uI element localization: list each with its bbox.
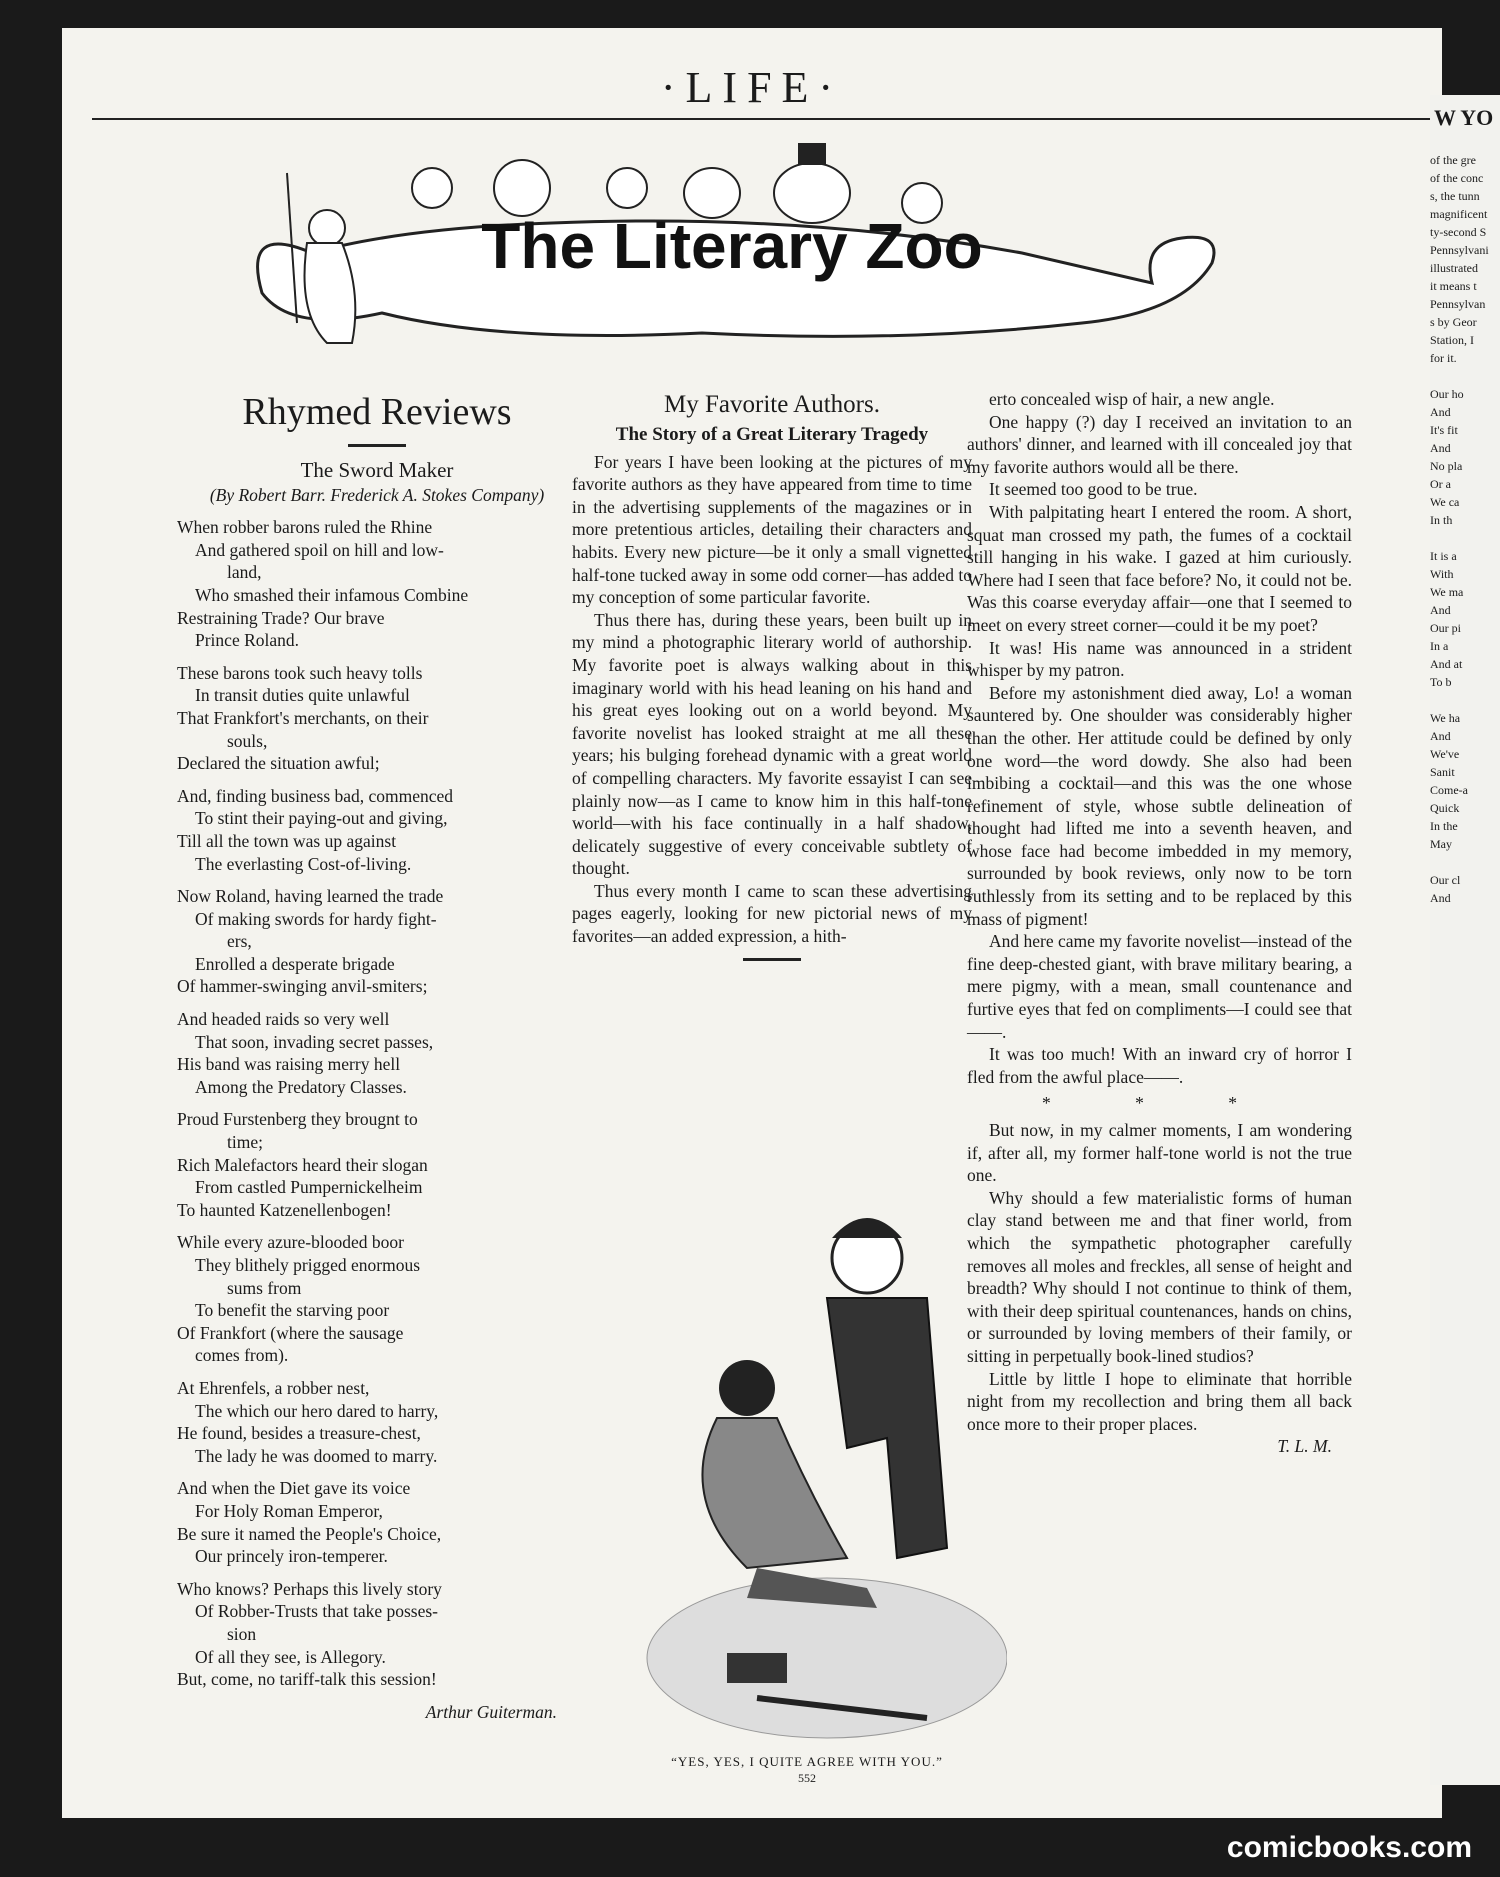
poem-line: To benefit the starving poor [195,1300,390,1321]
poem-line: In transit duties quite unlawful [195,685,410,706]
poem-line: But, come, no tariff-talk this session! [177,1669,437,1690]
adjacent-page-line [1430,529,1500,547]
site-watermark: comicbooks.com [1226,1831,1472,1864]
poem-line: That Frankfort's merchants, on their [177,707,429,728]
adjacent-page-line: We ca [1430,495,1460,509]
adjacent-page-line [1430,853,1500,871]
adjacent-page-line: illustrated [1430,261,1478,275]
adjacent-page-line: Station, I [1430,333,1474,347]
article-paragraph: With palpitating heart I entered the room. A short, squat man crossed my path, the fumes of a cocktail still hanging in his wake. I gazed at him curiously. Where had I seen that face before? No, it could not be. Was this coarse everyday affair—one that I seemed to meet on every street corner—could it be my poet? [967,501,1352,635]
poem-line: Among the Predatory Classes. [195,1076,407,1097]
poem-line: The everlasting Cost-of-living. [195,853,412,874]
banner-title: The Literary Zoo [481,210,983,282]
poem-line: At Ehrenfels, a robber nest, [177,1377,370,1398]
poem-line: From castled Pumpernickelheim [195,1177,423,1198]
article-paragraph: erto concealed wisp of hair, a new angle. [989,389,1275,409]
adjacent-page-line: And [1430,603,1451,617]
poem-author: Arthur Guiterman. [425,1701,557,1722]
favorite-authors-column [572,388,972,973]
adjacent-page-line: magnificent [1430,207,1488,221]
adjacent-page-line [1430,367,1500,385]
adjacent-page-line: And [1430,441,1451,455]
poem-line: Rich Malefactors heard their slogan [177,1154,428,1175]
adjacent-page-line: Or a [1430,477,1451,491]
poem-line: And, finding business bad, commenced [177,785,454,806]
poem-line: Proud Furstenberg they brougnt to [177,1109,418,1130]
poem-stanza [177,662,577,775]
article-paragraph: Little by little I hope to eliminate that horrible night from my recollection and bring them all back once more to their proper places. [967,1368,1352,1434]
adjacent-page-header: W YO [1434,105,1494,130]
poem-line: souls, [227,730,268,751]
article-paragraph: Thus every month I came to scan these advertising pages eagerly, looking for new pictorial news of my favorites—an added expression, a hith- [572,880,972,947]
poem-line: Of Frankfort (where the sausage [177,1322,404,1343]
adjacent-page-line: And [1430,405,1451,419]
adjacent-page-line: And [1430,729,1451,743]
title-rule [348,444,406,447]
article-body-part1 [572,451,972,948]
header-rule [92,118,1492,120]
favorite-authors-subtitle: The Story of a Great Literary Tragedy [615,424,929,445]
adjacent-page-line: it means t [1430,279,1477,293]
poem-line: Who smashed their infamous Combine [195,584,469,605]
poem-line: These barons took such heavy tolls [177,662,423,683]
poem-stanza [177,1377,577,1467]
rhymed-reviews-title: Rhymed Reviews [242,391,512,433]
adjacent-page-line: s, the tunn [1430,189,1480,203]
adjacent-page-line: Sanit [1430,765,1455,779]
sword-maker-subtitle: The Sword Maker [300,458,454,482]
poem-stanzas [177,516,577,1691]
poem-line: Who knows? Perhaps this lively story [177,1578,442,1599]
section-break-stars: * * * [1042,1093,1277,1114]
cartoon-illustration [607,1188,1007,1758]
adjacent-page-line: Our pi [1430,621,1461,635]
adjacent-page-line: Pennsylvan [1430,297,1486,311]
poem-line: They blithely prigged enormous [195,1255,421,1275]
adjacent-page-line [1430,691,1500,709]
article-paragraph: It was! His name was announced in a strident whisper by my patron. [967,637,1352,681]
article-signature: T. L. M. [1277,1436,1332,1457]
favorite-authors-title: My Favorite Authors. [664,391,880,418]
poem-line: Of hammer-swinging anvil-smiters; [177,976,428,997]
poem-line: And when the Diet gave its voice [177,1478,411,1499]
poem-stanza [177,1477,577,1567]
literary-zoo-banner [202,143,1262,383]
book-credit: (By Robert Barr. Frederick A. Stokes Company) [209,484,545,505]
adjacent-page-line: Our ho [1430,387,1464,401]
adjacent-page-line: of the gre [1430,153,1476,167]
adjacent-page-line: of the conc [1430,171,1484,185]
poem-line: When robber barons ruled the Rhine [177,517,433,538]
adjacent-page-line: No pla [1430,459,1463,473]
article-paragraph: For years I have been looking at the pictures of my favorite authors as they have appeared from time to time in the advertising supplements of the magazines or in more pretentious articles, detailing their characters and habits. Every new picture—be it only a small vignetted half-tone tucked away in some odd corner—has added to my conception of some particular favorite. [572,451,972,608]
adjacent-page-line: Quick [1430,801,1460,815]
poem-line: Restraining Trade? Our brave [177,607,385,628]
poem-line: Prince Roland. [195,630,300,651]
poem-line: Be sure it named the People's Choice, [177,1523,442,1544]
poem-line: Our princely iron-temperer. [195,1546,388,1567]
adjacent-page-line: And at [1430,657,1463,671]
poem-stanza [177,1008,577,1098]
poem-line: He found, besides a treasure-chest, [177,1423,421,1444]
poem-stanza [177,885,577,998]
poem-line: And gathered spoil on hill and low- [195,539,444,560]
adjacent-page-line: Come-a [1430,783,1468,797]
poem-line: Of all they see, is Allegory. [195,1646,386,1667]
article-paragraph: Why should a few materialistic forms of human clay stand between me and that finer world, from which the sympathetic photographer carefully removes all moles and freckles, all sense of height and breadth? Why should I not continue to think of them, with their deep spiritual countenances, hands on chins, or surrounded by loving members of their family, or sitting in perpetually book-lined studios? [967,1187,1352,1366]
magazine-header: ·LIFE· [660,63,844,112]
adjacent-page-line: s by Geor [1430,315,1477,329]
poem-line: To stint their paying-out and giving, [195,808,448,829]
poem-line: And headed raids so very well [177,1009,390,1030]
poem-line: comes from). [195,1345,289,1366]
poem-stanza [177,785,577,875]
adjacent-page-fragment [1430,95,1500,1785]
poem-line: While every azure-blooded boor [177,1232,404,1253]
page-number: 552 [798,1771,816,1785]
adjacent-page-line: And [1430,891,1451,905]
adjacent-page-line: We've [1430,747,1460,761]
adjacent-page-line: We ma [1430,585,1464,599]
poem-line: Now Roland, having learned the trade [177,886,444,907]
poem-line: Of Robber-Trusts that take posses- [195,1601,439,1622]
poem-stanza [177,516,577,652]
poem-line: ers, [227,931,252,952]
adjacent-page-line: We ha [1430,711,1461,725]
article-paragraph: It seemed too good to be true. [989,479,1198,500]
adjacent-page-line: for it. [1430,351,1457,365]
section-rule [743,958,801,961]
article-paragraph: It was too much! With an inward cry of horror I fled from the awful place——. [967,1044,1352,1087]
adjacent-page-line: In a [1430,639,1449,653]
magazine-page [62,28,1442,1818]
adjacent-page-line: In the [1430,819,1458,833]
poem-line: Till all the town was up against [177,830,397,851]
illustration-caption: “YES, YES, I QUITE AGREE WITH YOU.” [671,1754,943,1769]
poem-line: Enrolled a desperate brigade [195,953,395,974]
adjacent-page-line: ty-second S [1430,225,1487,239]
adjacent-page-line: To b [1430,675,1452,689]
poem-stanza [177,1108,577,1221]
adjacent-page-line: It is a [1430,549,1457,563]
poem-line: That soon, invading secret passes, [195,1031,434,1052]
adjacent-page-line: Pennsylvani [1430,243,1489,257]
poem-stanza [177,1231,577,1367]
adjacent-page-line: In th [1430,513,1453,527]
article-body-part2 [967,388,1352,1088]
adjacent-page-line: With [1430,567,1454,581]
favorite-authors-continued-column [967,388,1352,1458]
article-paragraph: Before my astonishment died away, Lo! a woman sauntered by. One shoulder was considerably higher than the other. Her attitude could be defined by only one word—the word dowdy. She also had been imbibing a cocktail—and this was the one whose refinement of style, whose subtle delineation of thought had lifted me into a seventh heaven, and whose face had become imbedded in my memory, surrounded by book reviews, only now to be torn ruthlessly from its setting and to be replaced by this mass of pigment! [967,682,1352,929]
poem-line: His band was raising merry hell [177,1054,401,1075]
poem-line: Declared the situation awful; [177,753,380,774]
poem-line: Of making swords for hardy fight- [195,908,437,929]
poem-line: land, [227,562,262,583]
poem-line: sion [227,1623,257,1644]
adjacent-page-text [1430,151,1500,907]
rhymed-reviews-column [177,388,577,1723]
article-paragraph: Thus there has, during these years, been built up in my mind a photographic literary world of authorship. My favorite poet is always walking about in this imaginary world with his head leaning on his hand and his great eyes looking out on a world beyond. My favorite novelist has looked straight at me all these years; his bulging forehead dynamic with a great world of compelling characters. My favorite essayist I can see plainly now—as I came to know him in this half-tone world—with his face continually in a half shadow, delicately suggestive of every conceivable subtlety of thought. [572,609,972,879]
poem-line: The which our hero dared to harry, [195,1400,439,1421]
adjacent-page-line: Our cl [1430,873,1461,887]
poem-line: sums from [227,1277,302,1298]
poem-stanza [177,1578,577,1691]
adjacent-page-line: It's fit [1430,423,1458,437]
poem-line: For Holy Roman Emperor, [195,1500,383,1521]
article-paragraph: One happy (?) day I received an invitation to an authors' dinner, and learned with ill concealed joy that my favorite authors would all be there. [967,411,1352,477]
poem-line: time; [227,1132,263,1153]
article-paragraph: And here came my favorite novelist—instead of the fine deep-chested giant, with brave military bearing, a mere pigmy, with a mean, small countenance and furtive eyes that fed on compliments—I could see that——. [967,931,1353,1042]
poem-line: To haunted Katzenellenbogen! [177,1199,392,1220]
article-body-part3 [967,1119,1352,1435]
adjacent-page-line: May [1430,837,1452,851]
poem-line: The lady he was doomed to marry. [195,1445,438,1466]
article-paragraph: But now, in my calmer moments, I am wondering if, after all, my former half-tone world is not the true one. [967,1120,1352,1186]
